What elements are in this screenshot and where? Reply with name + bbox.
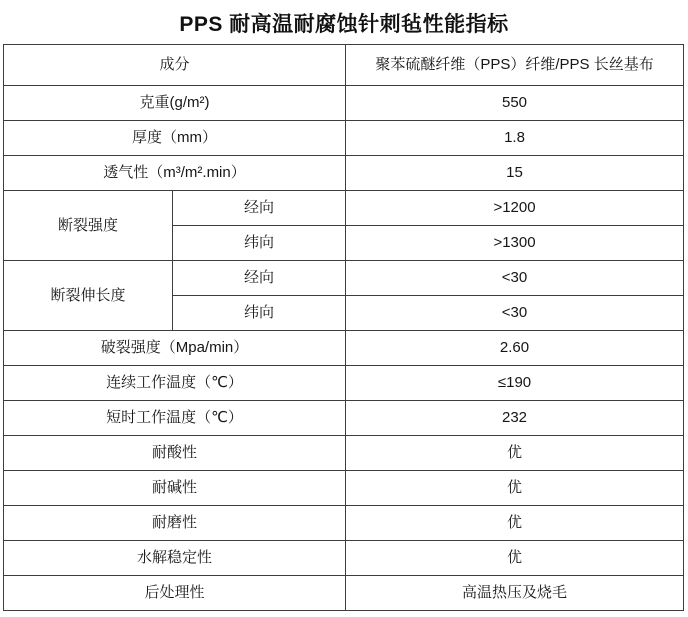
subrow-label-cell: 纬向 — [173, 296, 346, 331]
row-value-cell: 232 — [346, 401, 684, 436]
row-label-cell: 耐磨性 — [4, 506, 346, 541]
table-row — [4, 261, 684, 296]
table-row — [4, 436, 684, 471]
table-row — [4, 86, 684, 121]
subrow-label-cell: 经向 — [173, 191, 346, 226]
row-label-cell: 耐酸性 — [4, 436, 346, 471]
row-label-cell: 成分 — [4, 45, 346, 86]
row-value-cell: 优 — [346, 436, 684, 471]
row-label-cell: 连续工作温度（℃） — [4, 366, 346, 401]
row-label-cell: 克重(g/m²) — [4, 86, 346, 121]
row-value-cell: 15 — [346, 156, 684, 191]
subrow-label-cell: 纬向 — [173, 226, 346, 261]
row-value-cell: >1200 — [346, 191, 684, 226]
row-label-cell: 耐碱性 — [4, 471, 346, 506]
row-label-cell: 破裂强度（Mpa/min） — [4, 331, 346, 366]
table-row — [4, 156, 684, 191]
row-value-cell: 优 — [346, 541, 684, 576]
row-value-cell: 优 — [346, 471, 684, 506]
row-value-cell: 聚苯硫醚纤维（PPS）纤维/PPS 长丝基布 — [346, 45, 684, 86]
row-value-cell: <30 — [346, 261, 684, 296]
table-row — [4, 541, 684, 576]
page-title: PPS 耐高温耐腐蚀针刺毡性能指标 — [179, 13, 509, 36]
group-label-cell: 断裂强度 — [4, 191, 173, 261]
row-value-cell: 550 — [346, 86, 684, 121]
row-label-cell: 透气性（m³/m².min） — [4, 156, 346, 191]
row-label-cell: 后处理性 — [4, 576, 346, 611]
performance-table — [3, 44, 684, 611]
table-row — [4, 331, 684, 366]
table-row — [4, 366, 684, 401]
table-row — [4, 506, 684, 541]
row-value-cell: <30 — [346, 296, 684, 331]
table-row — [4, 191, 684, 226]
row-value-cell: 2.60 — [346, 331, 684, 366]
row-value-cell: 高温热压及烧毛 — [346, 576, 684, 611]
table-row — [4, 45, 684, 86]
row-value-cell: 优 — [346, 506, 684, 541]
table-row — [4, 401, 684, 436]
row-value-cell: >1300 — [346, 226, 684, 261]
table-row — [4, 576, 684, 611]
row-label-cell: 厚度（mm） — [4, 121, 346, 156]
subrow-label-cell: 经向 — [173, 261, 346, 296]
row-label-cell: 短时工作温度（℃） — [4, 401, 346, 436]
table-row — [4, 121, 684, 156]
row-label-cell: 水解稳定性 — [4, 541, 346, 576]
table-row — [4, 471, 684, 506]
row-value-cell: 1.8 — [346, 121, 684, 156]
group-label-cell: 断裂伸长度 — [4, 261, 173, 331]
row-value-cell: ≤190 — [346, 366, 684, 401]
